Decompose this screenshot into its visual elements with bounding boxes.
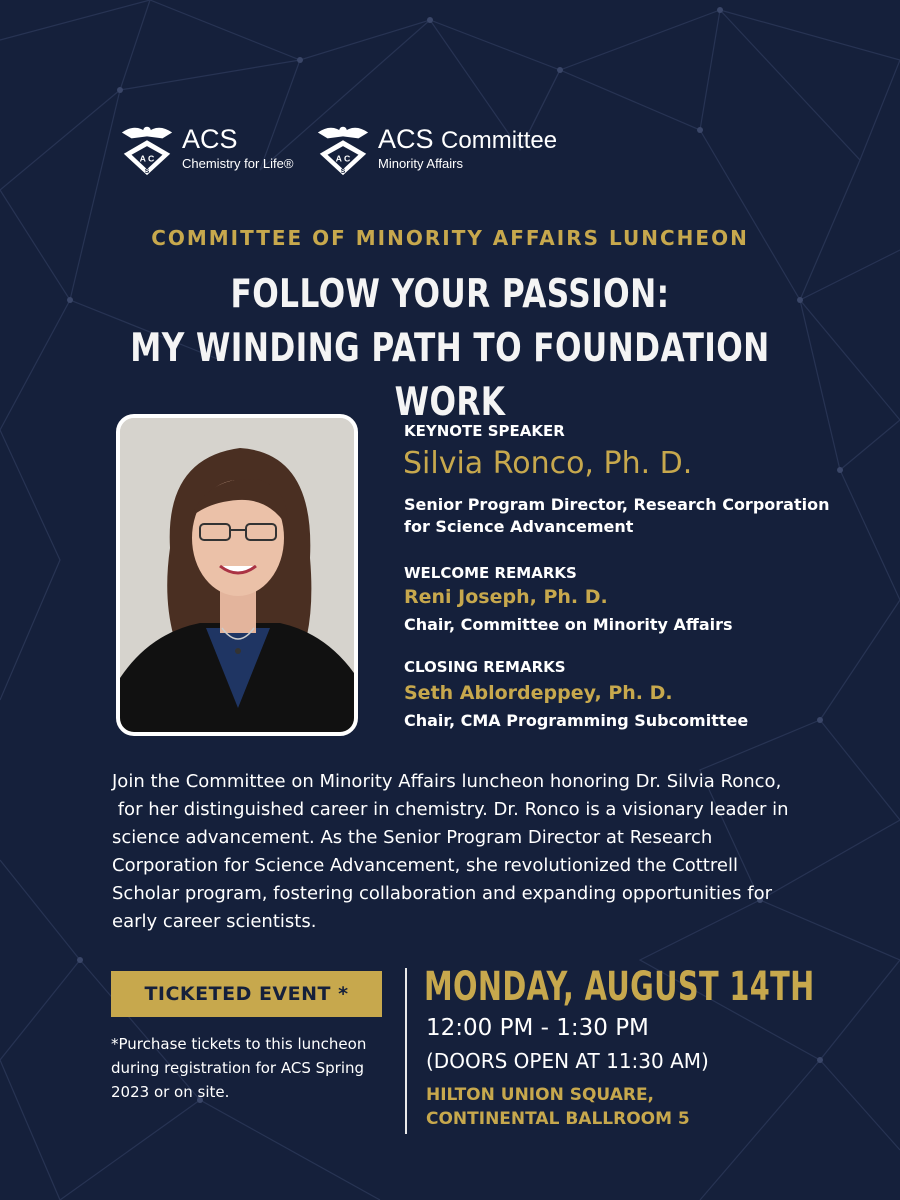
description-line: science advancement. As the Senior Program Director at Research	[112, 827, 713, 848]
description-line: for her distinguished career in chemistry. Dr. Ronco is a visionary leader in	[112, 799, 789, 820]
closing-role: CLOSING REMARKS	[404, 658, 566, 676]
acs-logo	[118, 118, 293, 178]
event-title	[90, 268, 810, 430]
description-line: early career scientists.	[112, 911, 317, 932]
description-line: Scholar program, fostering collaboration and expanding opportunities for	[112, 883, 772, 904]
venue-line-1: HILTON UNION SQUARE,	[426, 1085, 655, 1105]
svg-text:A C: A C	[139, 153, 155, 164]
speaker-photo	[116, 414, 358, 736]
acs-committee-logo	[314, 118, 557, 178]
committee-logo-name: ACS	[378, 124, 434, 154]
acs-eagle-emblem-icon	[314, 119, 372, 177]
acs-logo-name: ACS	[182, 124, 238, 154]
welcome-description: Chair, Committee on Minority Affairs	[404, 615, 733, 634]
committee-logo-suffix: Committee	[441, 127, 558, 154]
closing-description: Chair, CMA Programming Subcomittee	[404, 711, 749, 730]
keynote-role: KEYNOTE SPEAKER	[404, 422, 565, 440]
event-description	[112, 768, 812, 936]
svg-text:S: S	[144, 168, 150, 176]
ticket-note-line: during registration for ACS Spring	[111, 1059, 365, 1077]
svg-text:A C: A C	[335, 153, 351, 164]
description-line: Join the Committee on Minority Affairs luncheon honoring Dr. Silvia Ronco,	[112, 771, 782, 792]
event-date: MONDAY, AUGUST 14TH	[424, 964, 815, 1010]
keynote-name: Silvia Ronco, Ph. D.	[403, 446, 693, 481]
keynote-description-line-2: for Science Advancement	[404, 517, 634, 536]
closing-name: Seth Ablordeppey, Ph. D.	[404, 682, 673, 704]
welcome-name: Reni Joseph, Ph. D.	[404, 586, 608, 608]
doors-open-time: (DOORS OPEN AT 11:30 AM)	[426, 1049, 709, 1073]
svg-text:S: S	[340, 168, 346, 176]
event-title-line-2: MY WINDING PATH TO FOUNDATION WORK	[130, 326, 770, 425]
committee-logo-tagline: Minority Affairs	[378, 156, 464, 171]
ticket-note	[111, 1032, 401, 1104]
description-line: Corporation for Science Advancement, she revolutionized the Cottrell	[112, 855, 738, 876]
acs-eagle-emblem-icon	[118, 119, 176, 177]
vertical-divider	[405, 968, 407, 1134]
ticket-note-line: 2023 or on site.	[111, 1083, 230, 1101]
ticketed-event-badge: TICKETED EVENT *	[111, 971, 382, 1017]
venue-line-2: CONTINENTAL BALLROOM 5	[426, 1109, 690, 1129]
event-time: 12:00 PM - 1:30 PM	[426, 1015, 649, 1041]
event-title-line-1: FOLLOW YOUR PASSION:	[230, 272, 670, 317]
event-kicker: COMMITTEE OF MINORITY AFFAIRS LUNCHEON	[151, 226, 749, 250]
acs-logo-tagline: Chemistry for Life®	[182, 156, 294, 171]
event-venue	[426, 1083, 690, 1131]
ticket-note-line: *Purchase tickets to this luncheon	[111, 1035, 367, 1053]
welcome-role: WELCOME REMARKS	[404, 564, 577, 582]
keynote-description-line-1: Senior Program Director, Research Corporation	[404, 495, 830, 514]
